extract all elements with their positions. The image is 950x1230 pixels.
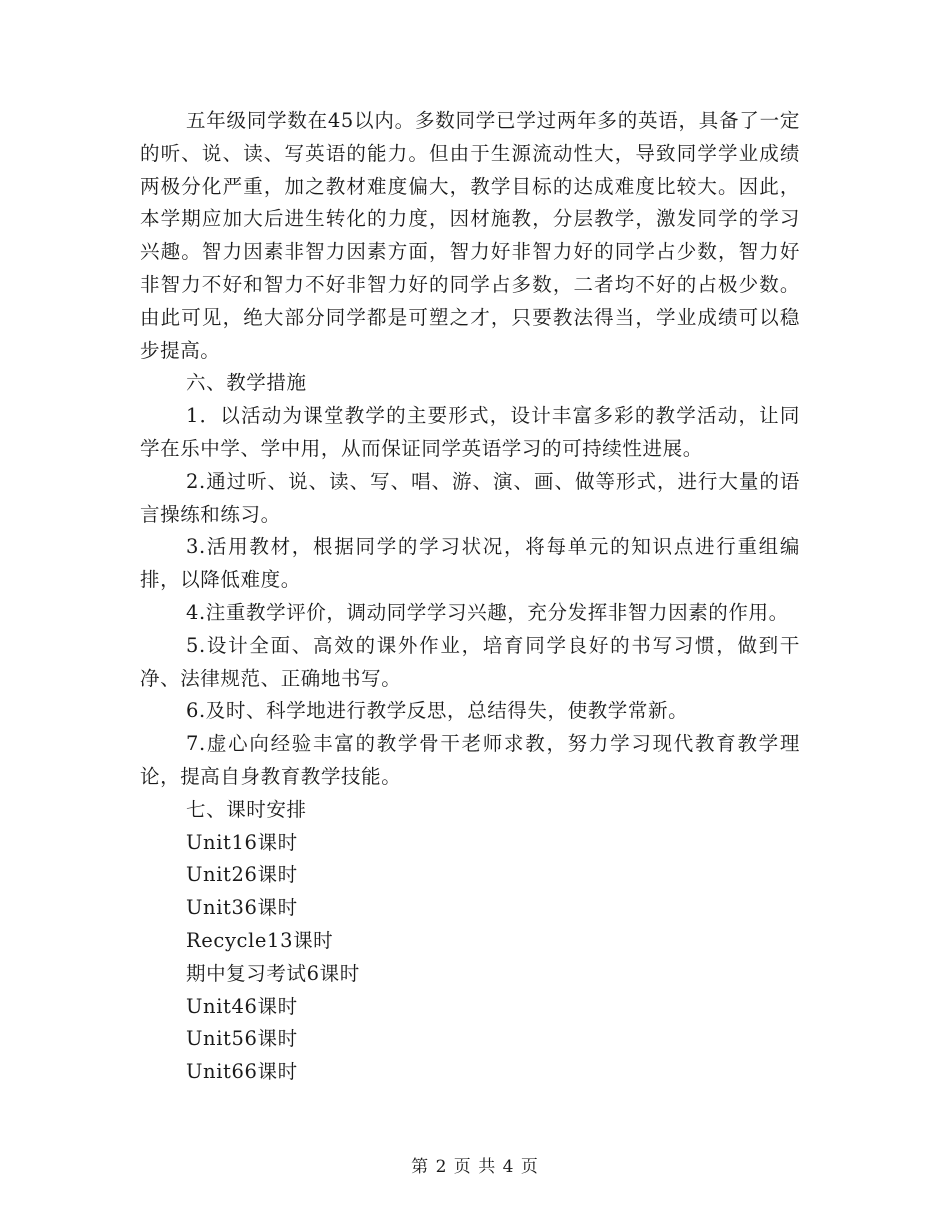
schedule-item: 期中复习考试6课时 [186, 961, 360, 985]
measure-item-6: 6.及时、科学地进行教学反思，总结得失，使教学常新。 [186, 699, 689, 723]
section-heading-schedule: 七、课时安排 [186, 797, 307, 821]
intro-paragraph: 五年级同学数在45以内。多数同学已学过两年多的英语，具备了一定的听、说、读、写英语的能力。但由于生源流动性大，导致同学学业成绩两极分化严重，加之教材难度偏大，教学目标的达成难度比较大。因此，本学期应加大后进生转化的力度，因材施教，分层教学，激发同学的学习兴趣。智力因素非智力因素方面，智力好非智力好的同学占少数，智力好非智力不好和智力不好非智力好的同学占多数，二者均不好的占极少数。由此可见，绝大部分同学都是可塑之才，只要教法得当，学业成绩可以稳步提高。 [140, 109, 800, 362]
schedule-item: Unit56课时 [186, 1027, 298, 1051]
document-body [140, 105, 800, 1089]
measure-item-7: 7.虚心向经验丰富的教学骨干老师求教，努力学习现代教育教学理论，提高自身教育教学技能。 [140, 732, 800, 788]
measure-item-5: 5.设计全面、高效的课外作业，培育同学良好的书写习惯，做到干净、法律规范、正确地书写。 [140, 633, 800, 690]
page-number-footer: 第 2 页 共 4 页 [411, 1157, 539, 1177]
schedule-item: Unit36课时 [186, 896, 298, 920]
schedule-item: Unit16课时 [186, 830, 298, 854]
measure-item-3: 3.活用教材，根据同学的学习状况，将每单元的知识点进行重组编排，以降低难度。 [140, 535, 800, 592]
measure-item-1: 1．以活动为课堂教学的主要形式，设计丰富多彩的教学活动，让同学在乐中学、学中用，从而保证同学英语学习的可持续性进展。 [140, 404, 800, 460]
measure-item-4: 4.注重教学评价，调动同学学习兴趣，充分发挥非智力因素的作用。 [186, 600, 789, 624]
schedule-item: Recycle13课时 [186, 928, 334, 952]
schedule-item: Unit46课时 [186, 994, 298, 1018]
schedule-item: Unit66课时 [186, 1060, 298, 1084]
schedule-item: Unit26课时 [186, 863, 298, 887]
section-heading-measures: 六、教学措施 [186, 371, 307, 395]
measure-item-2: 2.通过听、说、读、写、唱、游、演、画、做等形式，进行大量的语言操练和练习。 [140, 469, 800, 526]
